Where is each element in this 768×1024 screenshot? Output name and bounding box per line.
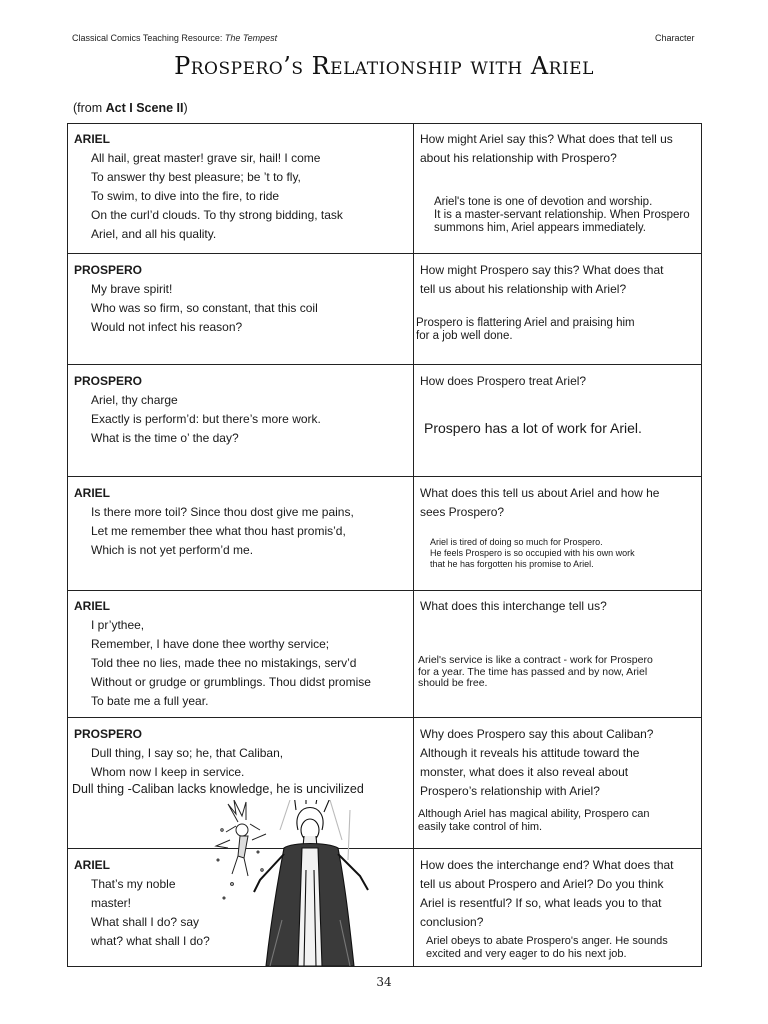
answer-text[interactable]: Ariel's tone is one of devotion and worship. It is a master-servant relationship. When Prospero summons him, Ariel appears immediately.	[434, 196, 690, 234]
table-row	[68, 254, 701, 365]
scene-reference-prefix: (from	[73, 101, 106, 115]
question-line: What does this tell us about Ariel and how he	[420, 486, 660, 500]
page-title: Prospero’s Relationship with Ariel	[174, 52, 594, 80]
handwritten-note[interactable]: Dull thing -Caliban lacks knowledge, he is uncivilized	[72, 782, 364, 796]
quote-line: My brave spirit!	[91, 282, 173, 296]
quote-line: What is the time o’ the day?	[91, 431, 239, 445]
question-line: How does the interchange end? What does that	[420, 858, 674, 872]
quote-line: Whom now I keep in service.	[91, 765, 245, 779]
answer-text[interactable]: Prospero has a lot of work for Ariel.	[424, 420, 642, 436]
column-divider	[413, 477, 414, 590]
header-source-prefix: Classical Comics Teaching Resource:	[72, 33, 225, 43]
answer-text[interactable]: Ariel obeys to abate Prospero's anger. He sounds excited and very eager to do his next job.	[426, 935, 668, 960]
header-book-title: The Tempest	[224, 33, 278, 43]
speaker-name: PROSPERO	[74, 263, 143, 277]
quote-line: Ariel, and all his quality.	[91, 227, 217, 241]
table-row	[68, 591, 701, 718]
quote-line: To bate me a full year.	[91, 694, 209, 708]
quote-line: Which is not yet perform’d me.	[91, 543, 254, 557]
answer-text[interactable]: Ariel is tired of doing so much for Prospero. He feels Prospero is so occupied with his own work that he has forgotten his promise to Ariel.	[430, 537, 635, 569]
quote-line: Told thee no lies, made thee no mistakings, serv’d	[91, 656, 357, 670]
header-section: Character	[655, 33, 695, 43]
answer-text[interactable]: Although Ariel has magical ability, Prospero can easily take control of him.	[418, 808, 650, 833]
quote-line: What shall I do? say	[91, 915, 200, 929]
quote-line: Who was so firm, so constant, that this coil	[91, 301, 318, 315]
question-line: What does this interchange tell us?	[420, 599, 607, 613]
quote-line: Let me remember thee what thou hast promis’d,	[91, 524, 346, 538]
quote-line: Exactly is perform’d: but there’s more work.	[91, 412, 321, 426]
quote-line: To swim, to dive into the fire, to ride	[91, 189, 280, 203]
question-line: Although it reveals his attitude toward the	[420, 746, 640, 760]
column-divider	[413, 124, 414, 253]
quote-line: Is there more toil? Since thou dost give me pains,	[91, 505, 354, 519]
question-line: monster, what does it also reveal about	[420, 765, 629, 779]
speaker-name: ARIEL	[74, 132, 110, 146]
speaker-name: PROSPERO	[74, 374, 143, 388]
quote-line: That’s my noble	[91, 877, 176, 891]
quote-line: On the curl’d clouds. To thy strong bidding, task	[91, 208, 343, 222]
question-line: Prospero’s relationship with Ariel?	[420, 784, 600, 798]
column-divider	[413, 849, 414, 966]
quote-line: All hail, great master! grave sir, hail! I come	[91, 151, 321, 165]
quote-line: To answer thy best pleasure; be ’t to fly,	[91, 170, 301, 184]
header-source	[72, 33, 277, 43]
scene-reference-suffix: )	[183, 101, 188, 115]
question-line: sees Prospero?	[420, 505, 505, 519]
quote-line: I pr’ythee,	[91, 618, 145, 632]
scene-reference	[73, 101, 188, 115]
answer-text[interactable]: Ariel's service is like a contract - work for Prospero for a year. The time has passed and by now, Ariel should be free.	[418, 654, 653, 689]
speaker-name: ARIEL	[74, 599, 110, 613]
question-line: tell us about his relationship with Ariel?	[420, 282, 627, 296]
question-line: conclusion?	[420, 915, 484, 929]
answer-text[interactable]: Prospero is flattering Ariel and praising him for a job well done.	[416, 317, 635, 342]
column-divider	[413, 365, 414, 476]
prospero-ariel-illustration	[210, 800, 410, 966]
question-line: Why does Prospero say this about Caliban?	[420, 727, 654, 741]
speaker-name: ARIEL	[74, 486, 110, 500]
page-number: 34	[376, 975, 392, 989]
quote-line: Dull thing, I say so; he, that Caliban,	[91, 746, 284, 760]
question-line: Ariel is resentful? If so, what leads you to that	[420, 896, 662, 910]
table-row	[68, 477, 701, 591]
question-line: How might Ariel say this? What does that tell us	[420, 132, 673, 146]
table-row	[68, 124, 701, 254]
scene-reference-act: Act I Scene II	[105, 101, 184, 115]
column-divider	[413, 591, 414, 717]
quote-line: master!	[91, 896, 132, 910]
quote-line: Would not infect his reason?	[91, 320, 243, 334]
quote-line: Remember, I have done thee worthy service;	[91, 637, 330, 651]
speaker-name: PROSPERO	[74, 727, 143, 741]
question-line: How might Prospero say this? What does that	[420, 263, 664, 277]
question-line: How does Prospero treat Ariel?	[420, 374, 587, 388]
question-line: about his relationship with Prospero?	[420, 151, 617, 165]
speaker-name: ARIEL	[74, 858, 110, 872]
column-divider	[413, 254, 414, 364]
column-divider	[413, 718, 414, 848]
quote-line: Ariel, thy charge	[91, 393, 178, 407]
quote-line: Without or grudge or grumblings. Thou didst promise	[91, 675, 371, 689]
table-row	[68, 365, 701, 477]
quote-line: what? what shall I do?	[91, 934, 210, 948]
question-line: tell us about Prospero and Ariel? Do you think	[420, 877, 664, 891]
